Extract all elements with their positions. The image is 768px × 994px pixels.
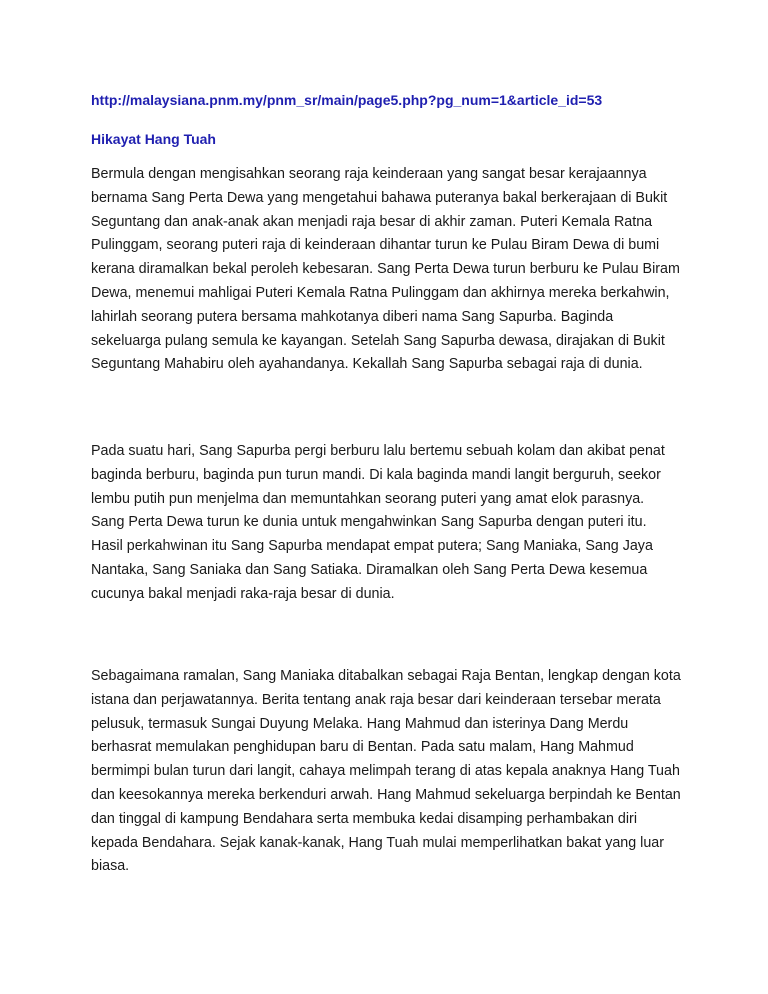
paragraph-block-3 [91,665,681,879]
paragraph-2: Pada suatu hari, Sang Sapurba pergi berburu lalu bertemu sebuah kolam dan akibat penat baginda berburu, baginda pun turun mandi. Di kala baginda mandi langit berguruh, seekor lembu putih pun menjelma dan memuntahkan seorang puteri yang amat elok parasnya. Sang Perta Dewa turun ke dunia untuk mengahwinkan Sang Sapurba dengan puteri itu. Hasil perkahwinan itu Sang Sapurba mendapat empat putera; Sang Maniaka, Sang Jaya Nantaka, Sang Saniaka dan Sang Satiaka. Diramalkan oleh Sang Perta Dewa kesemua cucunya bakal menjadi raka-raja besar di dunia. [91,443,665,602]
paragraph-block-2 [91,440,681,607]
source-url-link[interactable]: http://malaysiana.pnm.my/pnm_sr/main/page5.php?pg_num=1&article_id=53 [91,92,603,108]
document-title: Hikayat Hang Tuah [91,131,216,147]
paragraph-3: Sebagaimana ramalan, Sang Maniaka ditabalkan sebagai Raja Bentan, lengkap dengan kota istana dan perjawatannya. Berita tentang anak raja besar dari keinderaan tersebar merata pelusuk, termasuk Sungai Duyung Melaka. Hang Mahmud dan isterinya Dang Merdu berhasrat memulakan penghidupan baru di Bentan. Pada satu malam, Hang Mahmud bermimpi bulan turun dari langit, cahaya melimpah terang di atas kepala anaknya Hang Tuah dan keesokannya mereka berkenduri arwah. Hang Mahmud sekeluarga berpindah ke Bentan dan tinggal di kampung Bendahara serta membuka kedai disamping perhambakan diri kepada Bendahara. Sejak kanak-kanak, Hang Tuah mulai memperlihatkan bakat yang luar biasa. [91,668,681,875]
paragraph-block-1 [91,163,681,377]
paragraph-1: Bermula dengan mengisahkan seorang raja keinderaan yang sangat besar kerajaannya bernama Sang Perta Dewa yang mengetahui bahawa puteranya bakal berkerajaan di Bukit Seguntang dan anak-anak akan menjadi raja besar di akhir zaman. Puteri Kemala Ratna Pulinggam, seorang puteri raja di keinderaan dihantar turun ke Pulau Biram Dewa di bumi kerana diramalkan bekal peroleh kebesaran. Sang Perta Dewa turun berburu ke Pulau Biram Dewa, menemui mahligai Puteri Kemala Ratna Pulinggam dan akhirnya mereka berkahwin, lahirlah seorang putera bersama mahkotanya diberi nama Sang Sapurba. Baginda sekeluarga pulang semula ke kayangan. Setelah Sang Sapurba dewasa, dirajakan di Bukit Seguntang Mahabiru oleh ayahandanya. Kekallah Sang Sapurba sebagai raja di dunia. [91,166,680,373]
